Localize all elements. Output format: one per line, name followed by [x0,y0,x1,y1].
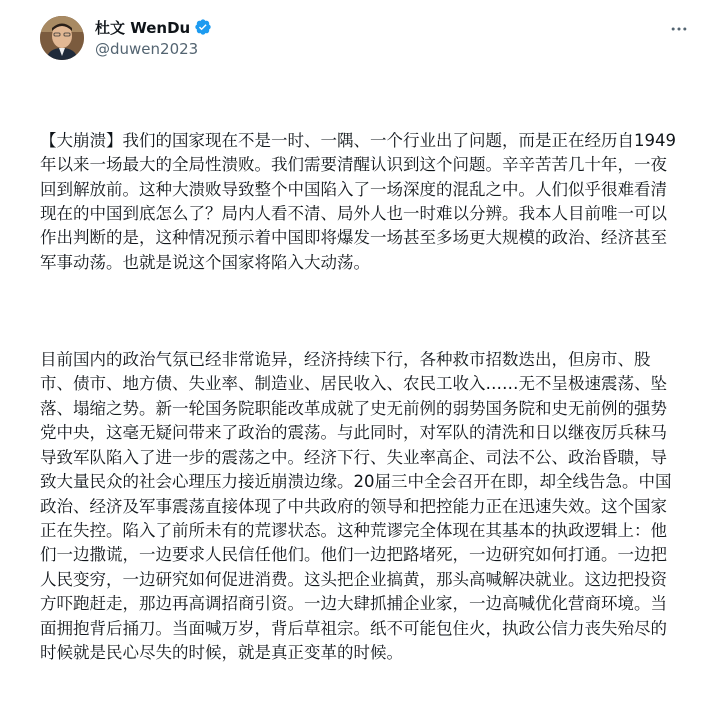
author-handle[interactable]: @duwen2023 [95,40,199,58]
post-paragraph-2: 目前国内的政治气氛已经非常诡异，经济持续下行，各种救市招数迭出，但房市、股市、债市、地方债、失业率、制造业、居民收入、农民工收入……无不呈极速震荡、坠落、塌缩之势。新一轮国务院职能改革成就了史无前例的弱势国务院和史无前例的强势党中央，这毫无疑问带来了政治的震荡。与此同时，对军队的清洗和日以继夜厉兵秣马导致军队陷入了进一步的震荡之中。经济下行、失业率高企、司法不公、政治昏聩，导致大量民众的社会心理压力接近崩溃边缘。20届三中全会召开在即，却全线告急。中国政治、经济及军事震荡直接体现了中共政府的领导和把控能力正在迅速失效。这个国家正在失控。陷入了前所未有的荒谬状态。这种荒谬完全体现在其基本的执政逻辑上：他们一边撒谎，一边要求人民信任他们。他们一边把路堵死，一边研究如何打通。一边把人民变穷，一边研究如何促进消费。这头把企业搞黄，那头高喊解决就业。这边把投资方吓跑赶走，那边再高调招商引资。一边大肆抓捕企业家，一边高喊优化营商环境。当面拥抱背后捅刀。当面喊万岁，背后草祖宗。纸不可能包住火，执政公信力丧失殆尽的时候就是民心尽失的时候，就是真正变革的时候。 [40,350,672,662]
more-options-button[interactable] [668,18,690,40]
display-name-row [95,17,212,37]
post-paragraph-1: 【大崩溃】我们的国家现在不是一时、一隅、一个行业出了问题，而是正在经历自1949年以来一场最大的全局性溃败。我们需要清醒认识到这个问题。辛辛苦苦几十年，一夜回到解放前。这种大溃败导致整个中国陷入了一场深度的混乱之中。人们似乎很难看清现在的中国到底怎么了？局内人看不清、局外人也一时难以分辨。我本人目前唯一可以作出判断的是，这种情况预示着中国即将爆发一场甚至多场更大规模的政治、经济甚至军事动荡。也就是说这个国家将陷入大动荡。 [40,130,676,272]
post-header [40,14,690,66]
author-names [95,17,212,58]
post-text [40,80,680,714]
author-display-name[interactable]: 杜文 WenDu [95,18,191,37]
author-avatar[interactable] [40,16,84,60]
verified-badge-icon [194,18,212,36]
more-horizontal-icon [669,19,689,39]
